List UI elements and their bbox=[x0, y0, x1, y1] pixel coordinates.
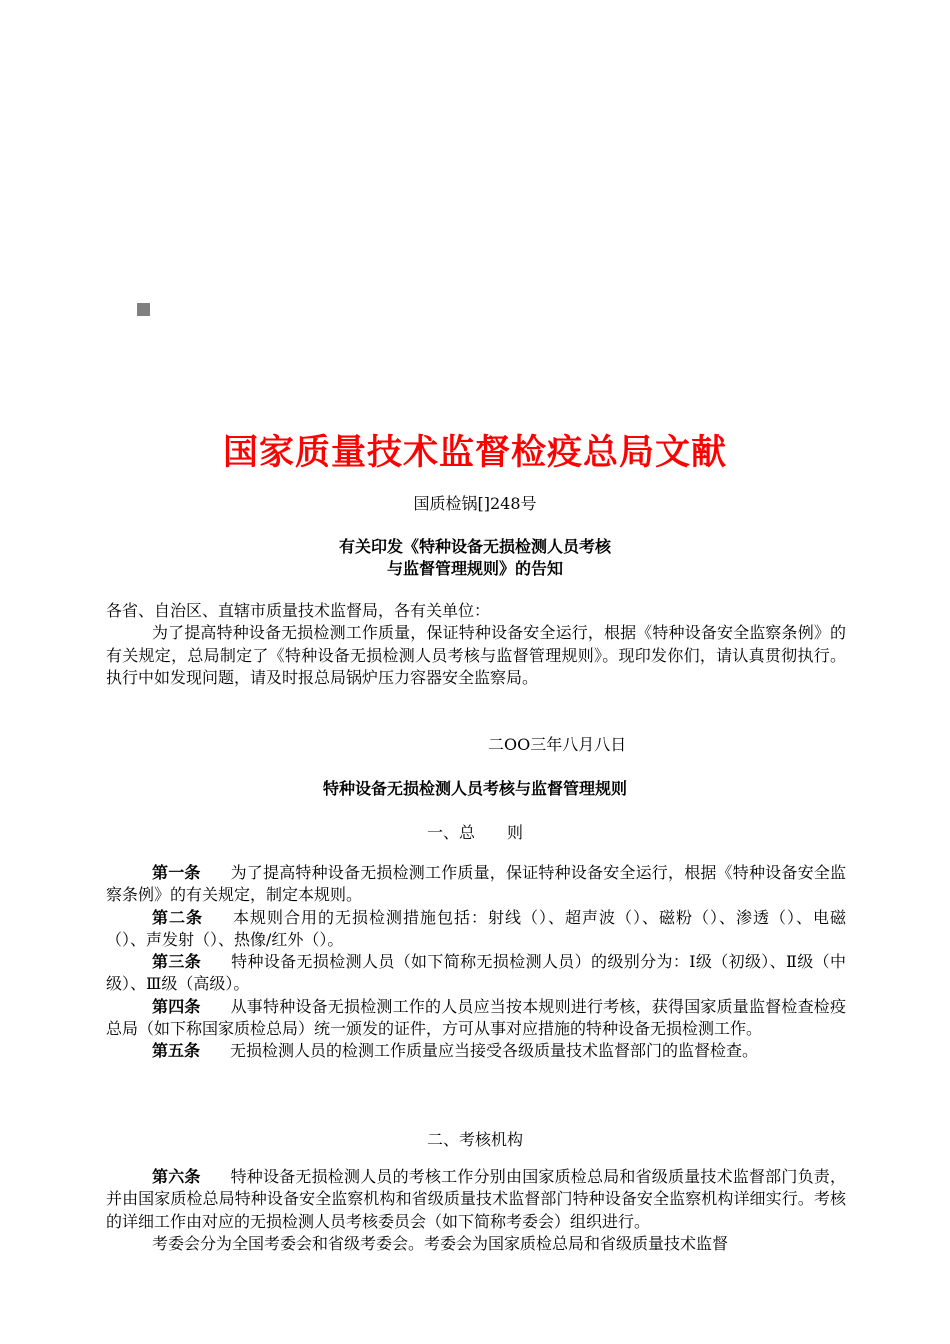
article-text: 为了提高特种设备无损检测工作质量，保证特种设备安全运行，根据《特种设备安全监察条例》的有关规定，制定本规则。 bbox=[106, 863, 846, 905]
article-5 bbox=[106, 1040, 846, 1062]
notice-title bbox=[0, 536, 950, 580]
article-1 bbox=[106, 862, 846, 907]
article-number: 第五条 bbox=[152, 1041, 201, 1061]
rules-title: 特种设备无损检测人员考核与监督管理规则 bbox=[322, 779, 627, 798]
document-red-title: 国家质量技术监督检疫总局文献 bbox=[222, 432, 727, 473]
article-text: 特种设备无损检测人员（如下简称无损检测人员）的级别分为：Ⅰ级（初级）、Ⅱ级（中级）、Ⅲ级（高级）。 bbox=[106, 952, 846, 994]
article-4 bbox=[106, 996, 846, 1041]
article-number: 第二条 bbox=[152, 907, 203, 927]
article-6 bbox=[106, 1166, 846, 1233]
notice-title-line-2: 与监督管理规则》的告知 bbox=[386, 559, 563, 578]
signing-date: 二OO三年八月八日 bbox=[488, 735, 627, 754]
bullet-square-icon bbox=[137, 303, 150, 316]
chapter-heading-general: 一、总 则 bbox=[426, 823, 523, 842]
committee-paragraph: 考委会分为全国考委会和省级考委会。考委会为国家质检总局和省级质量技术监督 bbox=[152, 1233, 729, 1253]
chapter-heading-assessment-bodies: 二、考核机构 bbox=[426, 1130, 523, 1149]
article-number: 第六条 bbox=[152, 1167, 201, 1186]
article-text: 特种设备无损检测人员的考核工作分别由国家质检总局和省级质量技术监督部门负责，并由国家质检总局特种设备安全监察机构和省级质量技术监督部门特种设备安全监察机构详细实行。考核的详细工作由对应的无损检测人员考核委员会（如下简称考委会）组织进行。 bbox=[106, 1167, 846, 1231]
article-3 bbox=[106, 951, 846, 996]
article-number: 第三条 bbox=[152, 952, 202, 972]
notice-paragraph: 为了提高特种设备无损检测工作质量，保证特种设备安全运行，根据《特种设备安全监察条例》的有关规定，总局制定了《特种设备无损检测人员考核与监督管理规则》。现印发你们，请认真贯彻执行。执行中如发现问题，请及时报总局锅炉压力容器安全监察局。 bbox=[106, 623, 846, 687]
article-number: 第一条 bbox=[152, 863, 201, 882]
article-2 bbox=[106, 907, 846, 952]
notice-body bbox=[106, 600, 846, 689]
chapter-1-articles bbox=[106, 862, 846, 1063]
article-text: 无损检测人员的检测工作质量应当接受各级质量技术监督部门的监督检查。 bbox=[230, 1041, 759, 1061]
article-text: 从事特种设备无损检测工作的人员应当按本规则进行考核，获得国家质量监督检查检疫总局（如下称国家质检总局）统一颁发的证件，方可从事对应措施的特种设备无损检测工作。 bbox=[106, 996, 846, 1039]
addressee: 各省、自治区、直辖市质量技术监督局，各有关单位： bbox=[106, 601, 491, 620]
chapter-2-articles bbox=[106, 1166, 846, 1255]
article-number: 第四条 bbox=[152, 996, 201, 1016]
document-number: 国质检锅[]248号 bbox=[413, 494, 537, 513]
article-text: 本规则合用的无损检测措施包括：射线（）、超声波（）、磁粉（）、渗透（）、电磁（）、声发射（）、热像/红外（）。 bbox=[106, 907, 846, 949]
notice-title-line-1: 有关印发《特种设备无损检测人员考核 bbox=[338, 537, 611, 556]
